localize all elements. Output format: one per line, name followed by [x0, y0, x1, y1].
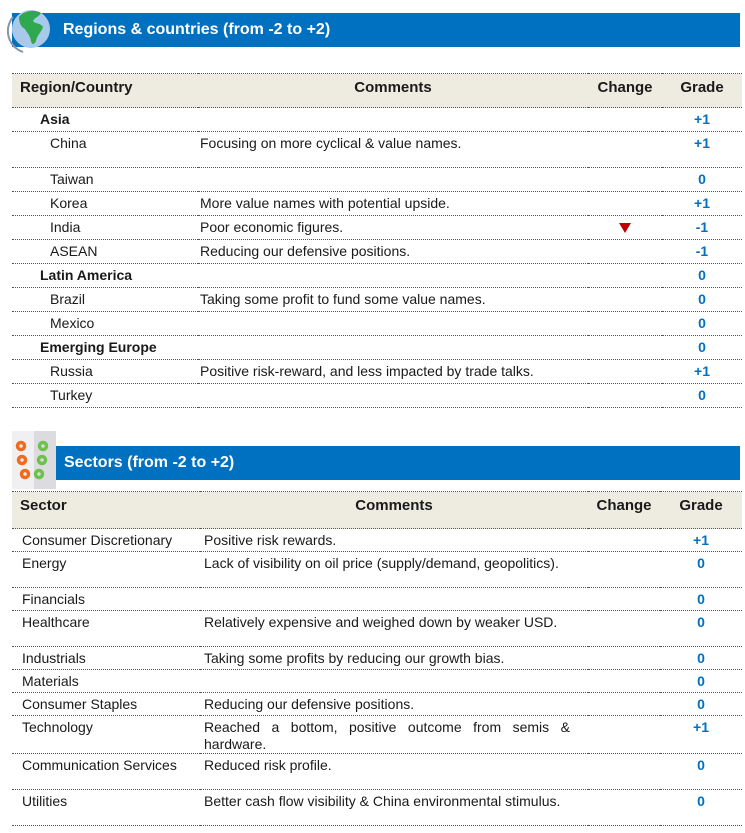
row-change — [588, 552, 660, 588]
region-row — [12, 264, 742, 288]
column-header-comments: Comments — [200, 492, 588, 529]
table-row — [12, 529, 742, 552]
row-grade: 0 — [660, 588, 742, 611]
row-comment — [198, 336, 588, 360]
row-comment — [200, 588, 588, 611]
table-row — [12, 168, 742, 192]
table-row — [12, 360, 742, 384]
row-change — [588, 647, 660, 670]
row-grade: 0 — [662, 264, 742, 288]
row-name: Asia — [12, 108, 198, 132]
table-row — [12, 647, 742, 670]
row-comment: Reached a bottom, positive outcome from semis & hardware. — [200, 716, 588, 754]
row-change — [588, 216, 662, 240]
row-grade: 0 — [662, 312, 742, 336]
row-comment: Reduced risk profile. — [200, 754, 588, 790]
row-change — [588, 716, 660, 754]
row-grade: 0 — [660, 552, 742, 588]
table-row — [12, 754, 742, 790]
row-grade: 0 — [660, 790, 742, 826]
row-change — [588, 264, 662, 288]
row-name: Industrials — [12, 647, 200, 670]
row-comment: Focusing on more cyclical & value names. — [198, 132, 588, 168]
row-grade: 0 — [662, 384, 742, 408]
column-header-change: Change — [588, 492, 660, 529]
row-comment — [198, 384, 588, 408]
regions-section-title: Regions & countries (from -2 to +2) — [63, 21, 331, 38]
row-grade: 0 — [660, 754, 742, 790]
row-change — [588, 790, 660, 826]
column-header-grade: Grade — [662, 74, 742, 108]
row-grade: +1 — [662, 360, 742, 384]
row-change — [588, 312, 662, 336]
traffic-dots-icon — [12, 431, 56, 489]
row-change — [588, 693, 660, 716]
row-grade: 0 — [660, 670, 742, 693]
row-grade: 0 — [662, 336, 742, 360]
sectors-section-banner — [12, 446, 740, 480]
row-grade: 0 — [662, 288, 742, 312]
row-name: Korea — [12, 192, 198, 216]
column-header-region: Region/Country — [12, 74, 198, 108]
row-name: Utilities — [12, 790, 200, 826]
row-change — [588, 168, 662, 192]
regions-table — [12, 73, 742, 408]
table-row — [12, 716, 742, 754]
row-change — [588, 529, 660, 552]
row-name: China — [12, 132, 198, 168]
table-row — [12, 693, 742, 716]
row-grade: -1 — [662, 216, 742, 240]
row-name: Russia — [12, 360, 198, 384]
row-comment: Taking some profits by reducing our growth bias. — [200, 647, 588, 670]
row-name: Healthcare — [12, 611, 200, 647]
row-name: Consumer Discretionary — [12, 529, 200, 552]
table-row — [12, 670, 742, 693]
row-comment: Reducing our defensive positions. — [198, 240, 588, 264]
row-comment: Taking some profit to fund some value names. — [198, 288, 588, 312]
row-comment: Positive risk-reward, and less impacted by trade talks. — [198, 360, 588, 384]
table-row — [12, 588, 742, 611]
row-comment — [198, 168, 588, 192]
region-row — [12, 108, 742, 132]
row-name: Consumer Staples — [12, 693, 200, 716]
row-name: Mexico — [12, 312, 198, 336]
regions-table-header — [12, 74, 742, 108]
row-grade: 0 — [662, 168, 742, 192]
row-change — [588, 588, 660, 611]
table-row — [12, 384, 742, 408]
row-change — [588, 108, 662, 132]
table-row — [12, 611, 742, 647]
table-row — [12, 288, 742, 312]
row-grade: +1 — [660, 529, 742, 552]
row-comment: More value names with potential upside. — [198, 192, 588, 216]
row-name: Brazil — [12, 288, 198, 312]
row-comment: Better cash flow visibility & China environmental stimulus. — [200, 790, 588, 826]
row-grade: 0 — [660, 647, 742, 670]
row-change — [588, 384, 662, 408]
row-change — [588, 670, 660, 693]
row-grade: -1 — [662, 240, 742, 264]
row-comment — [198, 264, 588, 288]
row-comment: Lack of visibility on oil price (supply/demand, geopolitics). — [200, 552, 588, 588]
row-change — [588, 288, 662, 312]
sectors-table — [12, 491, 742, 826]
column-header-change: Change — [588, 74, 662, 108]
row-grade: +1 — [662, 192, 742, 216]
globe-icon — [5, 5, 55, 55]
row-comment — [200, 670, 588, 693]
column-header-sector: Sector — [12, 492, 200, 529]
row-comment: Relatively expensive and weighed down by weaker USD. — [200, 611, 588, 647]
down-arrow-icon — [619, 223, 631, 233]
regions-section-banner — [12, 13, 740, 47]
table-row — [12, 312, 742, 336]
row-name: Latin America — [12, 264, 198, 288]
row-name: Technology — [12, 716, 200, 754]
row-name: India — [12, 216, 198, 240]
column-header-grade: Grade — [660, 492, 742, 529]
row-name: Emerging Europe — [12, 336, 198, 360]
row-name: Financials — [12, 588, 200, 611]
row-grade: +1 — [662, 132, 742, 168]
row-change — [588, 611, 660, 647]
region-row — [12, 336, 742, 360]
row-grade: +1 — [660, 716, 742, 754]
row-name: Materials — [12, 670, 200, 693]
row-grade: 0 — [660, 611, 742, 647]
sectors-section-title: Sectors (from -2 to +2) — [64, 454, 235, 471]
table-row — [12, 552, 742, 588]
row-comment — [198, 108, 588, 132]
row-comment: Poor economic figures. — [198, 216, 588, 240]
column-header-comments: Comments — [198, 74, 588, 108]
row-change — [588, 336, 662, 360]
row-grade: +1 — [662, 108, 742, 132]
table-row — [12, 790, 742, 826]
table-row — [12, 132, 742, 168]
row-name: ASEAN — [12, 240, 198, 264]
table-row — [12, 240, 742, 264]
row-comment — [198, 312, 588, 336]
row-name: Energy — [12, 552, 200, 588]
sectors-table-header — [12, 492, 742, 529]
row-name: Turkey — [12, 384, 198, 408]
row-change — [588, 240, 662, 264]
row-change — [588, 754, 660, 790]
row-change — [588, 132, 662, 168]
row-name: Taiwan — [12, 168, 198, 192]
row-name: Communication Services — [12, 754, 200, 790]
table-row — [12, 216, 742, 240]
row-grade: 0 — [660, 693, 742, 716]
row-comment: Reducing our defensive positions. — [200, 693, 588, 716]
row-change — [588, 192, 662, 216]
row-change — [588, 360, 662, 384]
row-comment: Positive risk rewards. — [200, 529, 588, 552]
table-row — [12, 192, 742, 216]
